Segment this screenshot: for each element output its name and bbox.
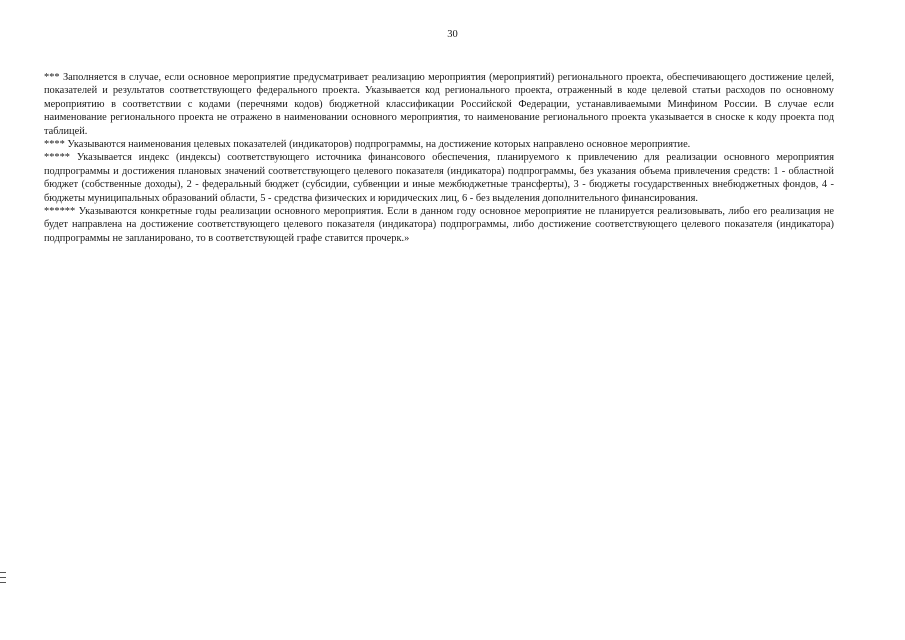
margin-mark-line bbox=[0, 582, 6, 583]
footnotes-block bbox=[44, 71, 834, 245]
margin-mark-line bbox=[0, 577, 6, 578]
footnote-target-indicators: **** Указываются наименования целевых показателей (индикаторов) подпрограммы, на достижение которых направлено основное мероприятие. bbox=[44, 139, 691, 151]
margin-mark bbox=[0, 572, 6, 590]
footnote-regional-project-code: *** Заполняется в случае, если основное мероприятие предусматривает реализацию мероприятия (мероприятий) регионального проекта, обеспечивающего достижение целей, показателей и результатов соответствующего федерального проекта. Указывается код регионального проекта, отраженный в коде целевой статьи расходов по основному мероприятию в соответствии с кодами (перечнями кодов) бюджетной классификации Российской Федерации, устанавливаемыми Минфином России. В случае если наименование регионального проекта не отражено в наименовании основного мероприятия, то наименование регионального проекта указывается в сноске к коду проекта под таблицей. bbox=[44, 72, 834, 137]
footnote-implementation-years: ****** Указываются конкретные годы реализации основного мероприятия. Если в данном году основное мероприятие не планируется реализовывать, либо его реализация не будет направлена на достижение соответствующего целевого показателя (индикатора) подпрограммы, либо достижение соответствующего целевого показателя (индикатора) подпрограммы не запланировано, то в соответствующей графе ставится прочерк.» bbox=[44, 206, 834, 244]
margin-mark-line bbox=[0, 572, 6, 573]
footnote-funding-source-index: ***** Указывается индекс (индексы) соответствующего источника финансового обеспечения, планируемого к привлечению для реализации основного мероприятия подпрограммы и достижения плановых значений соответствующего целевого показателя (индикатора) подпрограммы, без указания объема привлечения средств: 1 - областной бюджет (собственные доходы), 2 - федеральный бюджет (субсидии, субвенции и иные межбюджетные трансферты), 3 - бюджеты государственных внебюджетных фондов, 4 - бюджеты муниципальных образований области, 5 - средства физических и юридических лиц, 6 - без выделения дополнительного финансирования. bbox=[44, 152, 834, 204]
page-number: 30 bbox=[447, 29, 458, 40]
